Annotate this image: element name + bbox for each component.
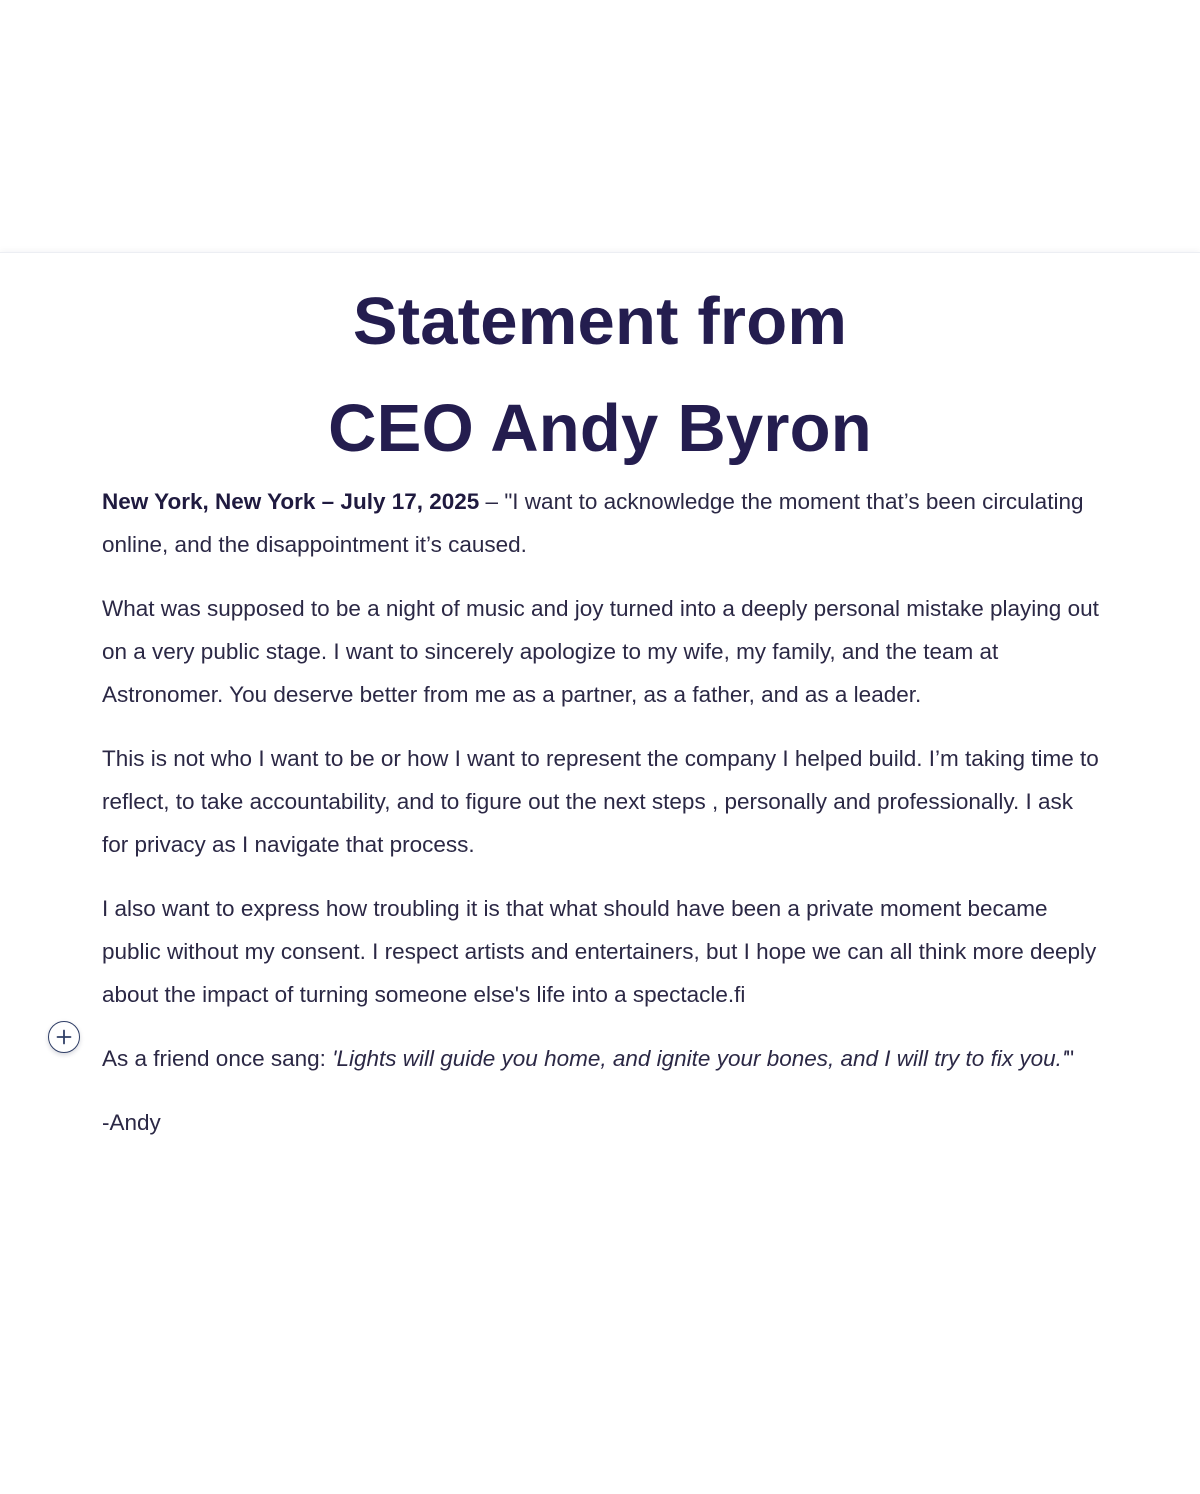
title-line-2: CEO Andy Byron <box>328 391 872 466</box>
title-line-1: Statement from <box>352 284 848 359</box>
signoff: -Andy <box>102 1110 161 1135</box>
quote-close: " <box>1066 1046 1075 1071</box>
add-block-button[interactable] <box>48 1021 80 1053</box>
plus-icon <box>55 1028 73 1046</box>
paragraph-5 <box>102 1037 1102 1080</box>
song-quote: 'Lights will guide you home, and ignite your bones, and I will try to fix you.' <box>332 1046 1067 1071</box>
dateline: New York, New York – July 17, 2025 <box>102 489 480 514</box>
paragraph-1-text: – "I want to acknowledge the moment that’s been circulating online, and the disappointment it’s caused. <box>102 489 1084 557</box>
top-blank-area <box>0 0 1200 252</box>
statement-body <box>102 480 1102 1165</box>
paragraph-3: This is not who I want to be or how I want to represent the company I helped build. I’m taking time to reflect, to take accountability, and to figure out the next steps , personally and professionally. I ask for privacy as I navigate that process. <box>102 746 1099 857</box>
paragraph-1 <box>102 480 1102 566</box>
quote-intro: As a friend once sang: <box>102 1046 333 1071</box>
paragraph-2: What was supposed to be a night of music and joy turned into a deeply personal mistake playing out on a very public stage. I want to sincerely apologize to my wife, my family, and the team at Astronomer. You deserve better from me as a partner, as a father, and as a leader. <box>102 596 1099 707</box>
statement-title <box>0 268 1200 482</box>
paragraph-4: I also want to express how troubling it is that what should have been a private moment became public without my consent. I respect artists and entertainers, but I hope we can all think more deeply about the impact of turning someone else's life into a spectacle.fi <box>102 896 1097 1007</box>
